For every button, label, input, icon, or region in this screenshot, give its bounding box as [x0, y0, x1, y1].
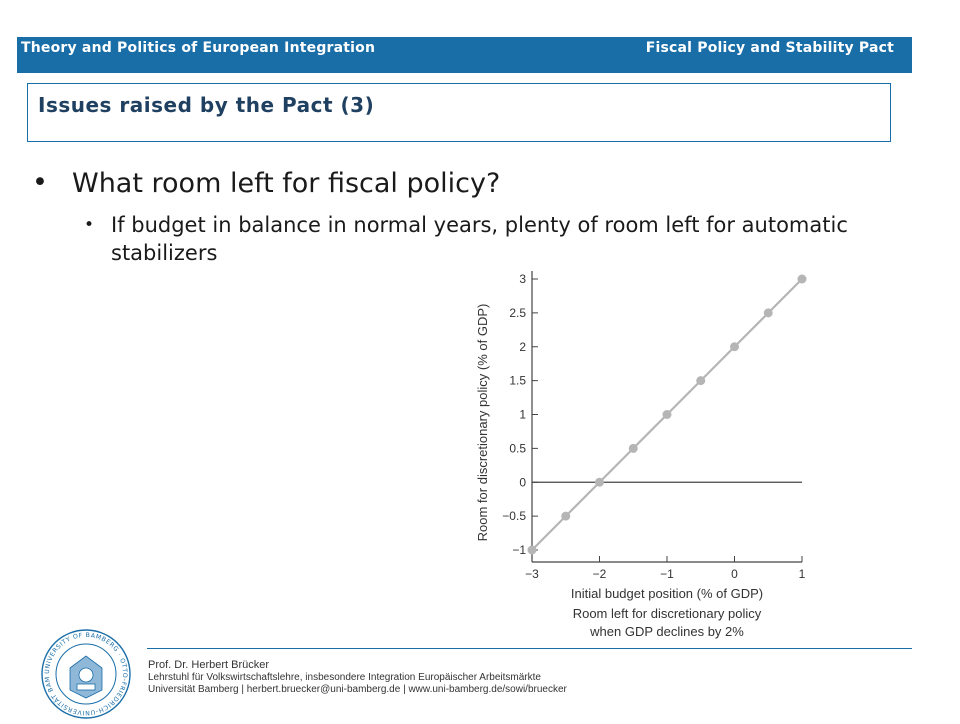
y-tick-label: 2 [519, 339, 526, 354]
data-point [663, 410, 672, 419]
x-tick-label: −2 [592, 567, 607, 581]
title-box [27, 83, 891, 142]
x-ticks [525, 556, 806, 581]
data-point [629, 444, 638, 453]
x-tick-label: −3 [525, 567, 539, 581]
y-tick-label: 2.5 [509, 305, 526, 320]
x-axis-label: Initial budget position (% of GDP) [570, 586, 764, 601]
slide-title: Issues raised by the Pact (3) [38, 93, 375, 117]
bullet2-text: If budget in balance in normal years, plenty of room left for automatic stabilizers [111, 213, 848, 265]
data-point [730, 342, 739, 351]
data-point [595, 478, 604, 487]
y-axis-label: Room for discretionary policy (% of GDP) [475, 303, 490, 542]
data-point [696, 376, 705, 385]
data-point [764, 308, 773, 317]
chart-caption-line1: Room left for discretionary policy [572, 606, 762, 621]
university-seal-logo [40, 628, 132, 720]
y-tick-label: 1.5 [509, 373, 526, 388]
chair-line: Lehrstuhl für Volkswirtschaftslehre, insbesondere Integration Europäischer Arbeitsmärkte [148, 672, 541, 683]
bullet1-text: What room left for fiscal policy? [72, 168, 501, 199]
footer-text [148, 659, 567, 696]
author-name: Prof. Dr. Herbert Brücker [148, 659, 270, 671]
y-tick-label: −0.5 [502, 509, 526, 524]
topic-title: Fiscal Policy and Stability Pact [645, 40, 894, 56]
data-point [528, 546, 537, 555]
y-tick-label: 1 [519, 407, 526, 422]
bullet-dot: • [32, 167, 48, 198]
chart-image [457, 252, 858, 661]
chart-caption-line2: when GDP declines by 2% [590, 624, 744, 639]
data-point [798, 275, 807, 284]
slide-header [17, 37, 912, 73]
y-tick-label: 3 [519, 272, 526, 286]
x-tick-label: −1 [660, 567, 674, 581]
contact-line: Universität Bamberg | herbert.bruecker@uni-bamberg.de | www.uni-bamberg.de/sowi/bruecker [148, 684, 567, 695]
y-tick-label: −1 [512, 543, 526, 557]
y-tick-label: 0 [519, 475, 526, 490]
course-title: Theory and Politics of European Integration [21, 40, 376, 56]
bullet-dot: • [84, 215, 95, 235]
seal-text: UNIVERSITY OF BAMBERG · OTTO-FRIEDRICH-UNIVERSITÄT BAM [43, 631, 129, 717]
footer-divider [147, 648, 912, 649]
chart-svg [457, 252, 858, 661]
y-ticks [502, 272, 538, 557]
x-tick-label: 0 [731, 567, 738, 581]
x-tick-label: 1 [798, 567, 806, 581]
data-point [561, 512, 570, 521]
y-tick-label: 0.5 [509, 441, 526, 456]
